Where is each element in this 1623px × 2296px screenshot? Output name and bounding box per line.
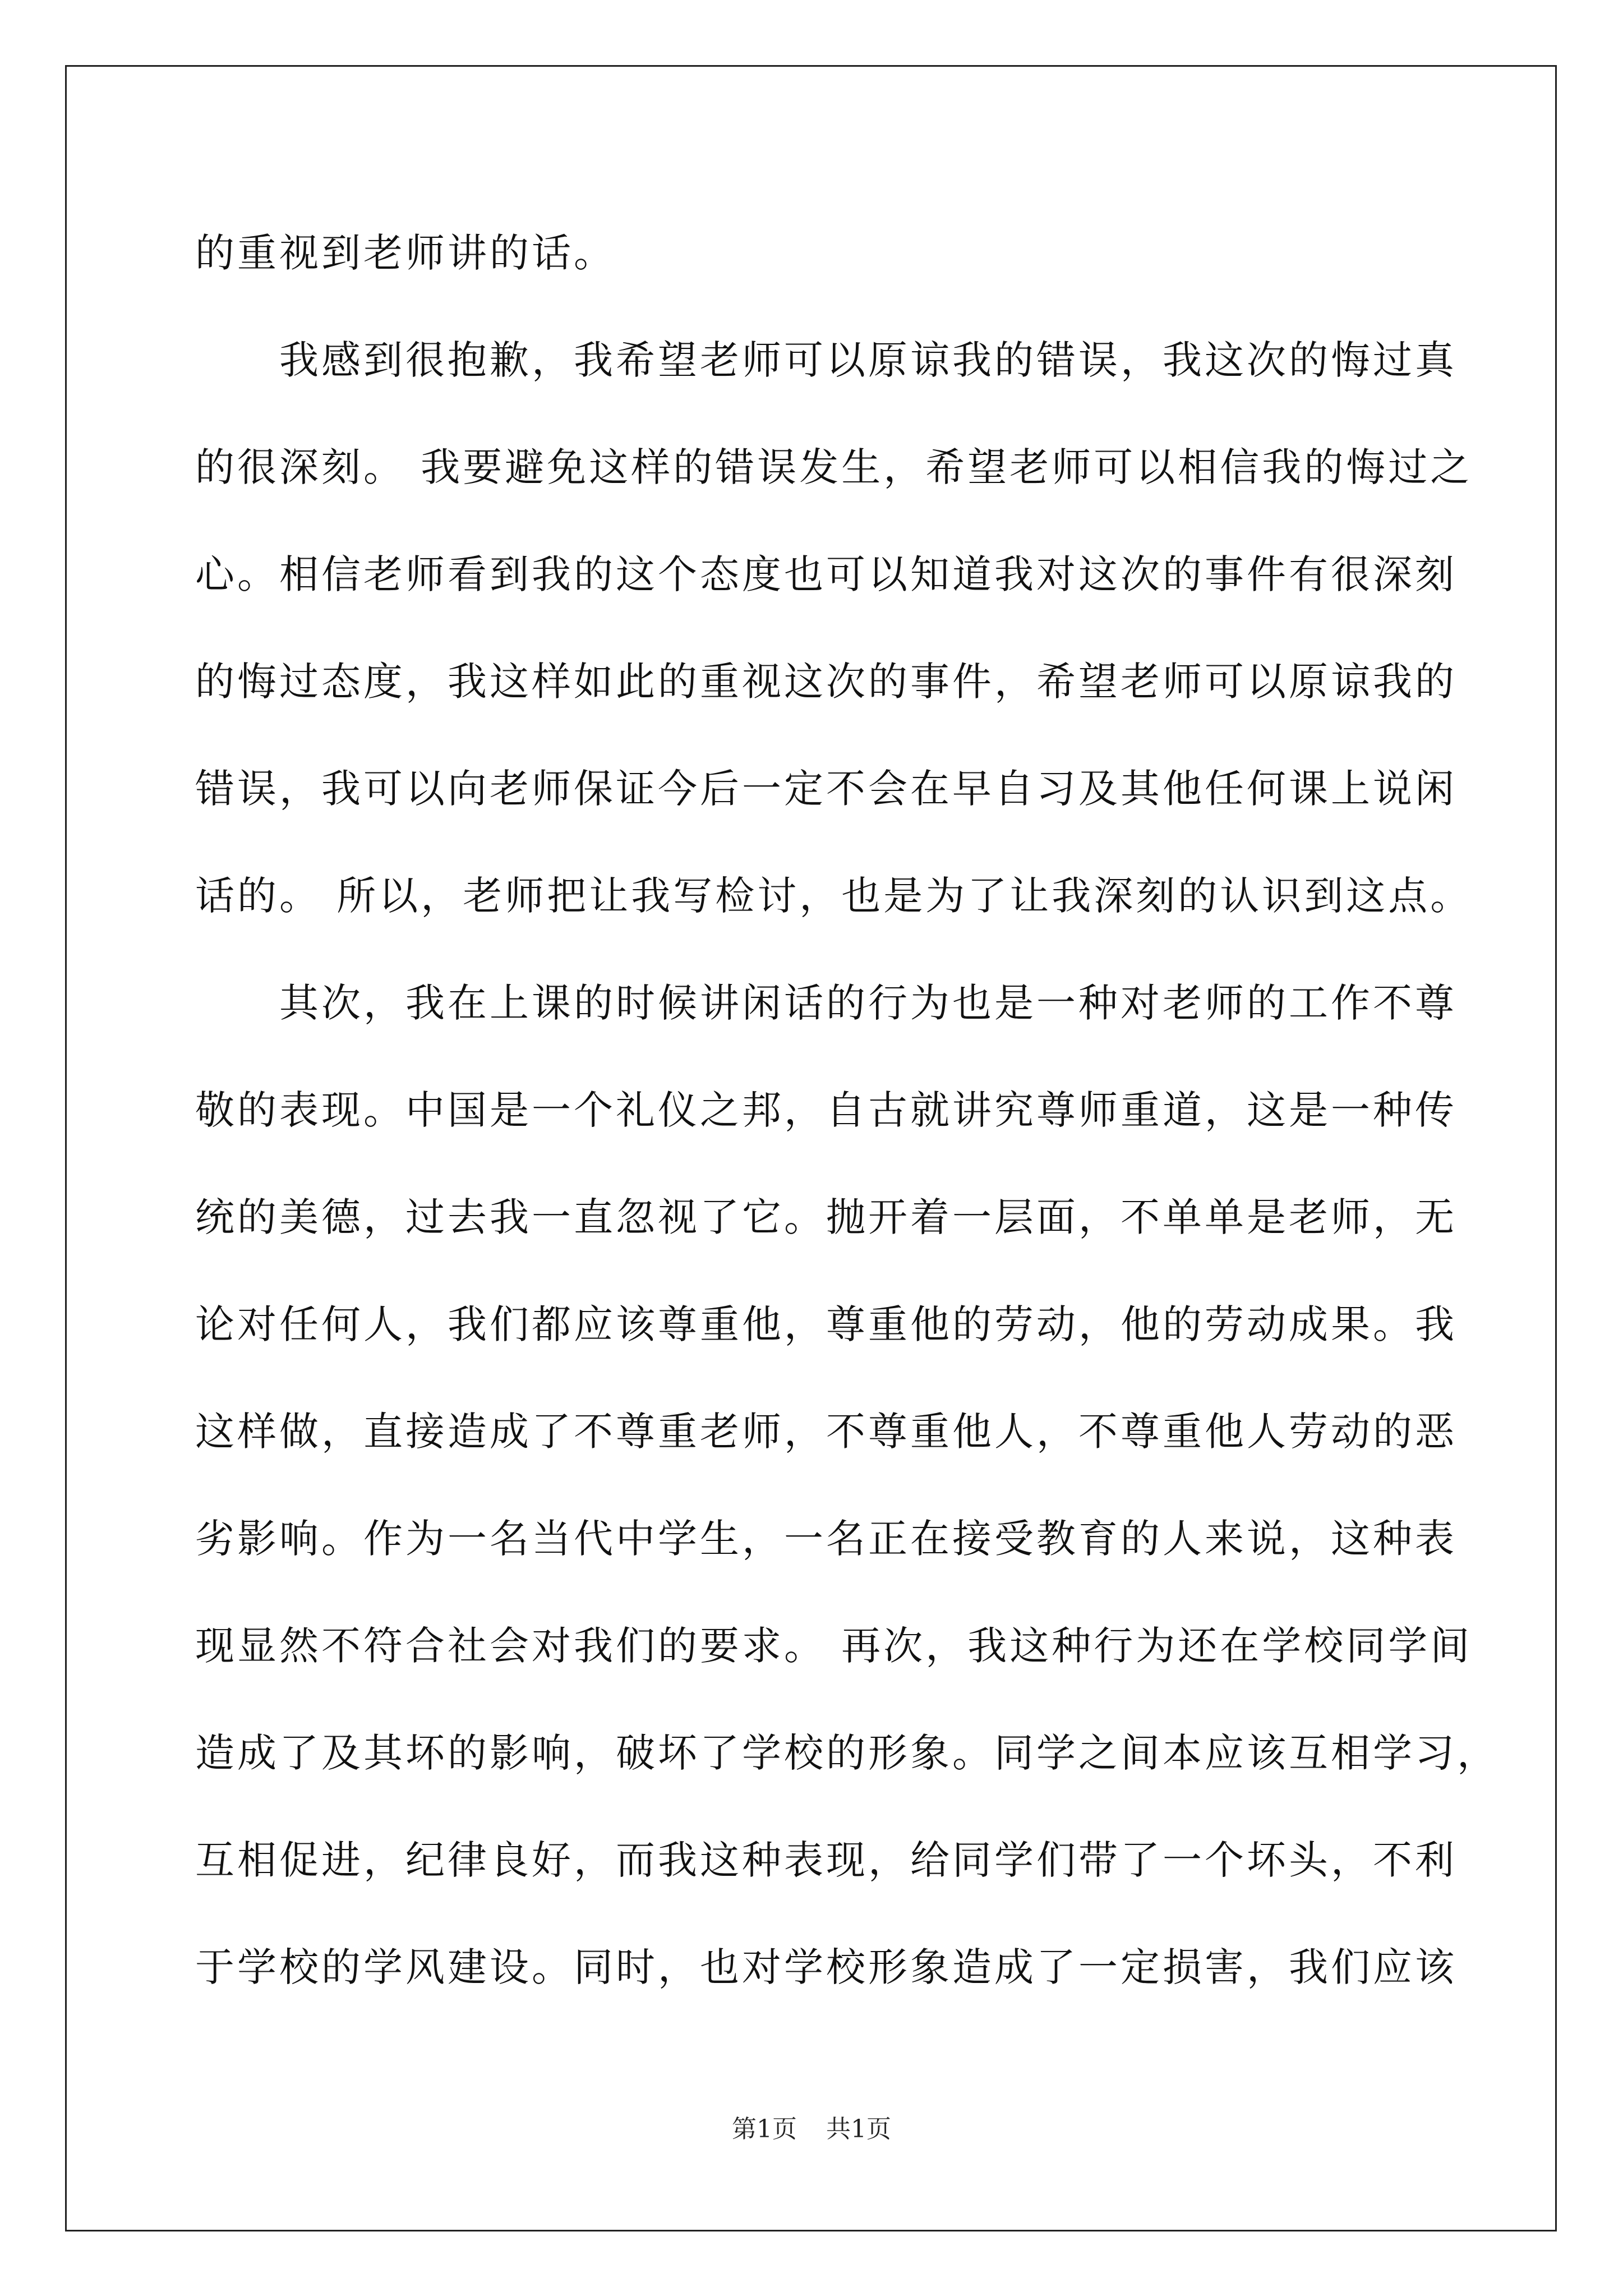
text-line: 劣影响。作为一名当代中学生，一名正在接受教育的人来说，这种表 [195, 1516, 1457, 1562]
text-line: 的重视到老师讲的话。 [195, 230, 616, 276]
text-line: 统的美德，过去我一直忽视了它。抛开着一层面，不单单是老师，无 [195, 1194, 1457, 1240]
text-line: 造成了及其坏的影响，破坏了学校的形象。同学之间本应该互相学习， [195, 1730, 1499, 1776]
text-line: 论对任何人，我们都应该尊重他，尊重他的劳动，他的劳动成果。我 [195, 1301, 1457, 1347]
text-line: 我感到很抱歉，我希望老师可以原谅我的错误，我这次的悔过真 [195, 337, 1457, 383]
text-line: 心。相信老师看到我的这个态度也可以知道我对这次的事件有很深刻 [195, 551, 1457, 597]
text-line: 现显然不符合社会对我们的要求。 再次，我这种行为还在学校同学间 [195, 1623, 1473, 1669]
text-line: 的悔过态度，我这样如此的重视这次的事件，希望老师可以原谅我的 [195, 659, 1457, 705]
text-line: 互相促进，纪律良好，而我这种表现，给同学们带了一个坏头，不利 [195, 1837, 1457, 1883]
text-line: 的很深刻。 我要避免这样的错误发生，希望老师可以相信我的悔过之 [195, 444, 1473, 490]
text-line: 错误，我可以向老师保证今后一定不会在早自习及其他任何课上说闲 [195, 766, 1457, 812]
text-line: 其次，我在上课的时候讲闲话的行为也是一种对老师的工作不尊 [195, 980, 1457, 1026]
text-line: 这样做，直接造成了不尊重老师，不尊重他人，不尊重他人劳动的恶 [195, 1409, 1457, 1455]
page-footer [0, 2113, 1623, 2146]
page-number: 第1页 [732, 2115, 797, 2143]
text-line: 话的。 所以，老师把让我写检讨，也是为了让我深刻的认识到这点。 [195, 873, 1473, 919]
document-body [195, 200, 1499, 2021]
text-line: 敬的表现。中国是一个礼仪之邦，自古就讲究尊师重道，这是一种传 [195, 1087, 1457, 1133]
text-line: 于学校的学风建设。同时，也对学校形象造成了一定损害，我们应该 [195, 1944, 1457, 1990]
page-total: 共1页 [826, 2115, 891, 2143]
